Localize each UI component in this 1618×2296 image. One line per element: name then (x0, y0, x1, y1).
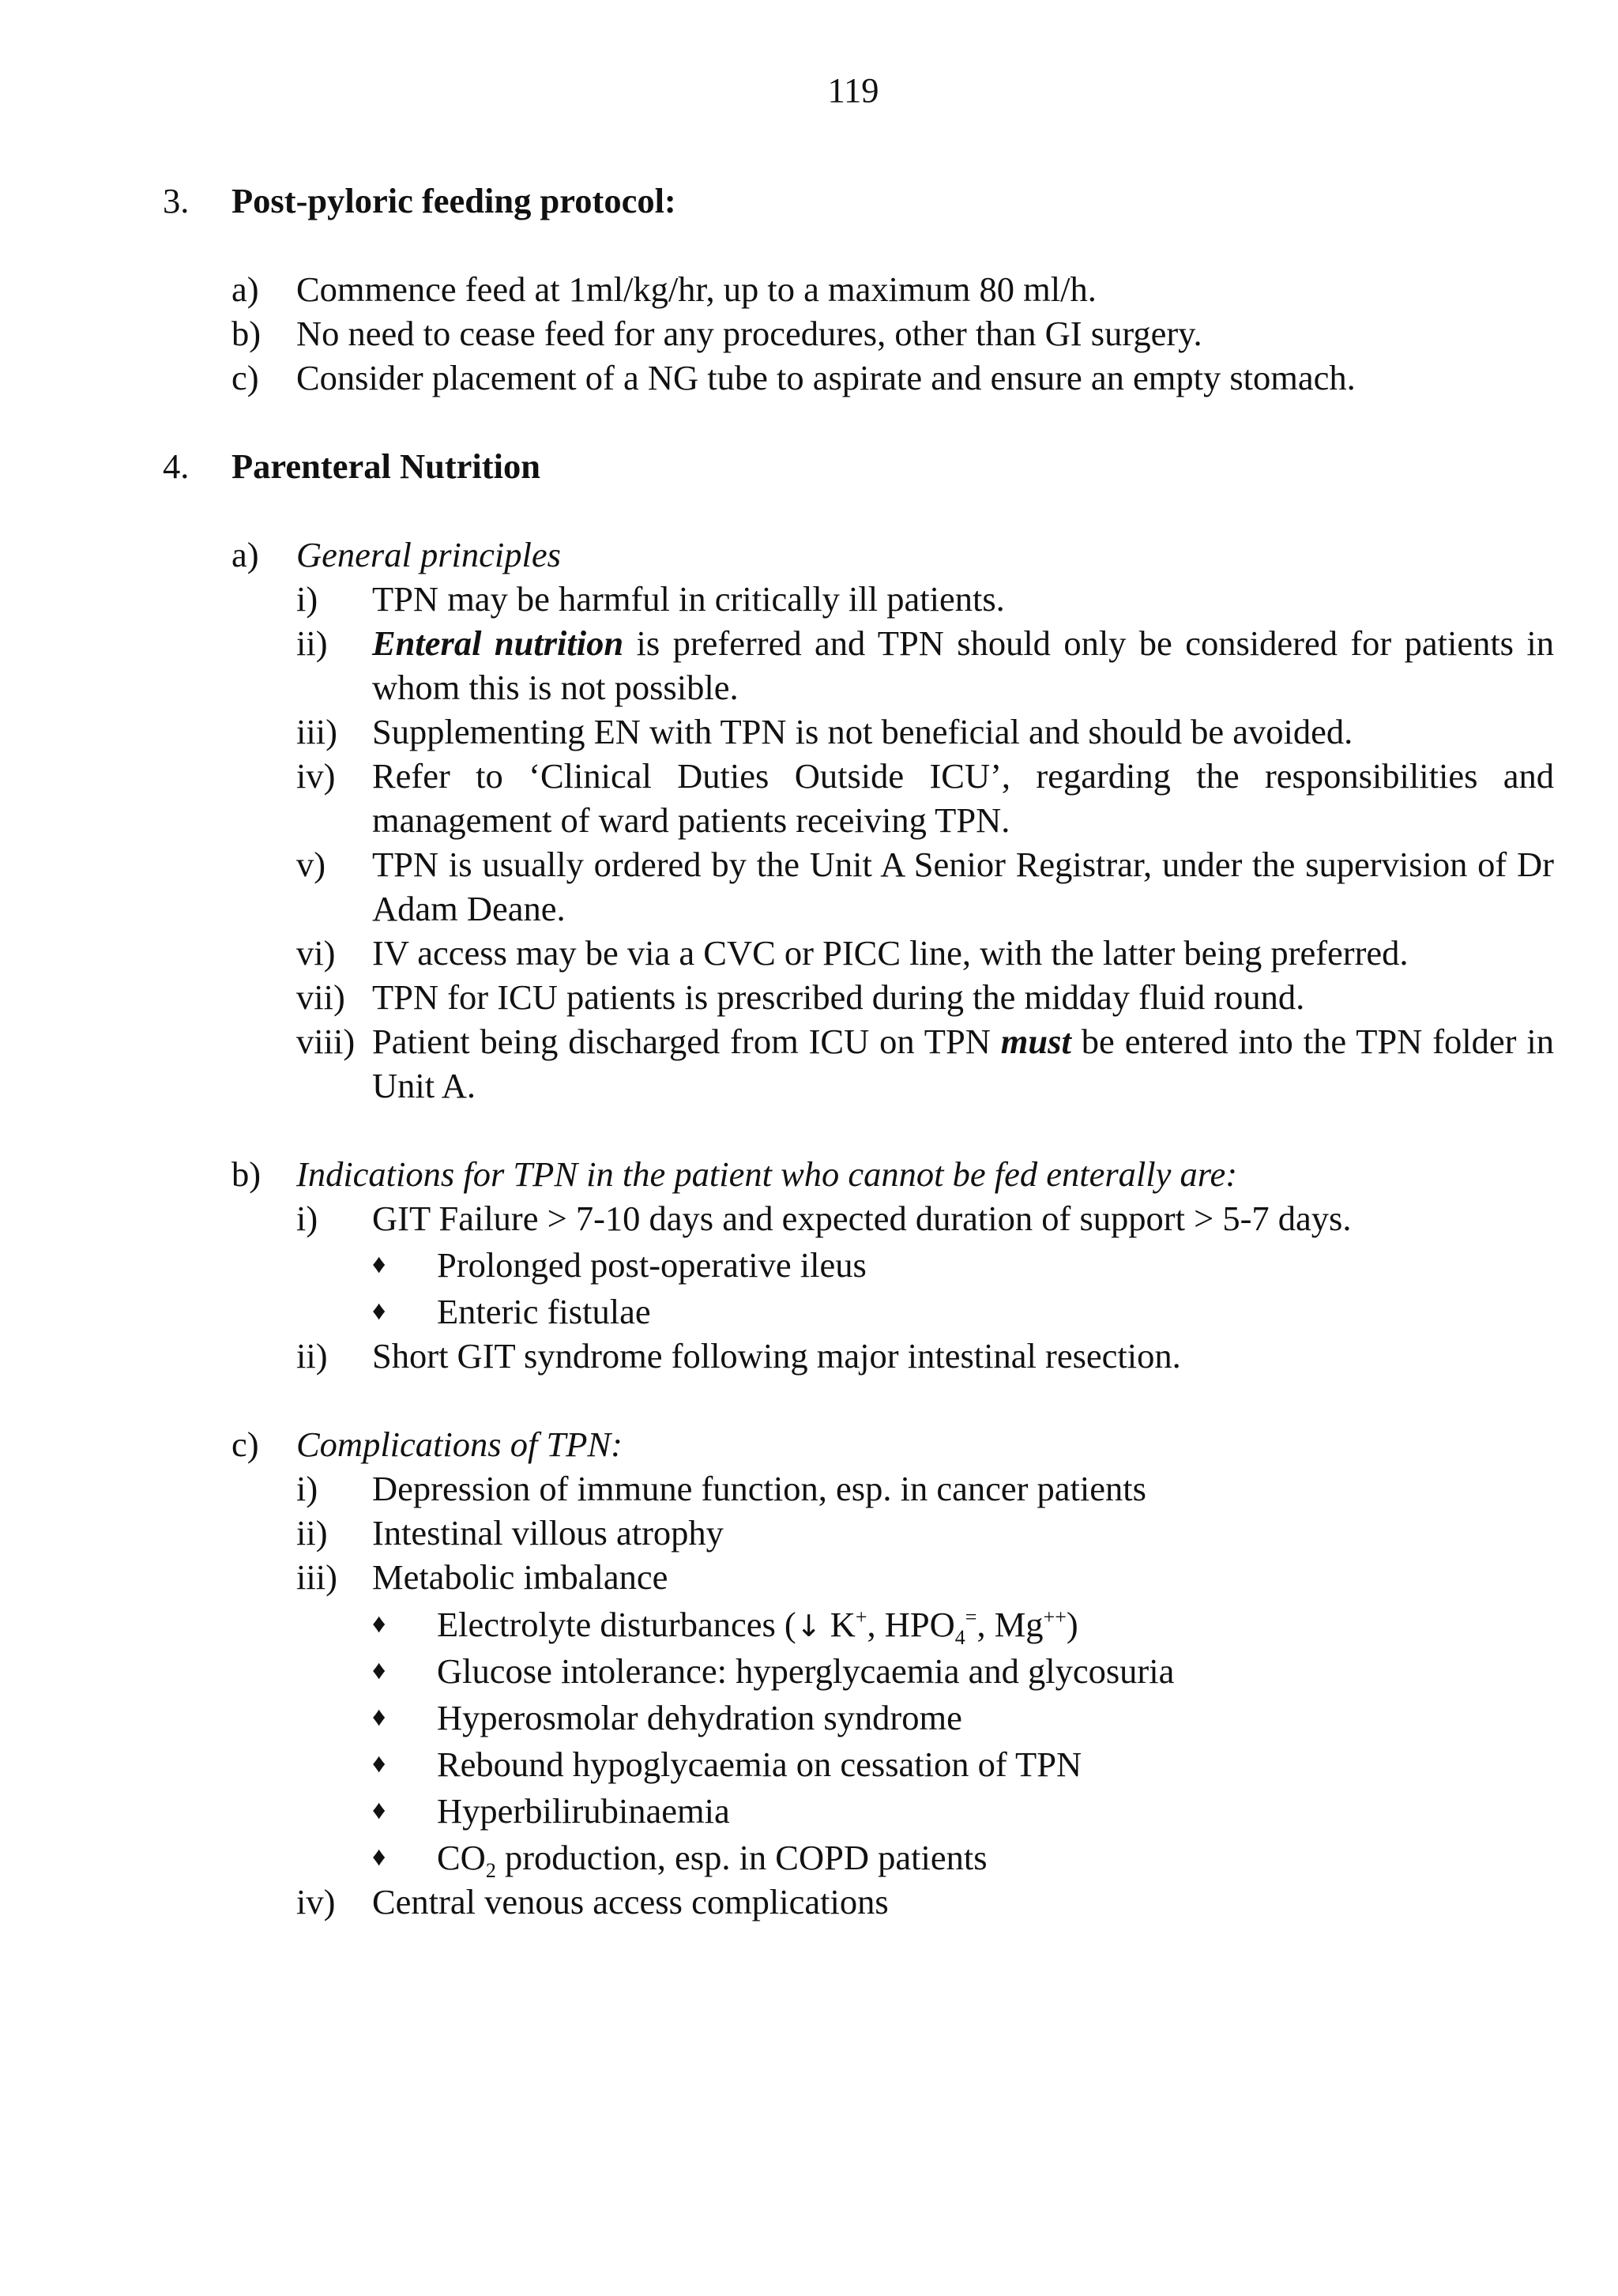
subsection-title: Complications of TPN: (296, 1425, 623, 1464)
item-text: Short GIT syndrome following major intestinal resection. (372, 1336, 1181, 1376)
item-label: ii) (296, 1336, 328, 1376)
item-label: i) (296, 1469, 318, 1508)
bullet-text: Hyperbilirubinaemia (437, 1791, 730, 1831)
item-text: IV access may be via a CVC or PICC line, with the latter being preferred. (372, 933, 1409, 973)
item-label: vii) (296, 977, 345, 1017)
diamond-bullet-icon: ♦ (372, 1703, 386, 1732)
item-label: iii) (296, 712, 337, 751)
bullet-text: Glucose intolerance: hyperglycaemia and glycosuria (437, 1651, 1175, 1691)
emphasis-must: must (1000, 1022, 1071, 1061)
item-text: TPN is usually ordered by the Unit A Senior Registrar, under the supervision of Dr Adam Deane. (372, 845, 1554, 928)
emphasis-enteral-nutrition: Enteral nutrition (372, 623, 624, 663)
item-text: Commence feed at 1ml/kg/hr, up to a maximum 80 ml/h. (296, 269, 1097, 309)
item-text: No need to cease feed for any procedures, other than GI surgery. (296, 314, 1202, 353)
item-text: Depression of immune function, esp. in cancer patients (372, 1469, 1146, 1508)
subsection-label: c) (231, 1425, 259, 1464)
section-3-title: Post-pyloric feeding protocol: (231, 181, 676, 220)
item-text: Enteral nutrition is preferred and TPN should only be considered for patients in whom this is not possible. (372, 623, 1554, 707)
diamond-bullet-icon: ♦ (372, 1609, 386, 1639)
item-text: Patient being discharged from ICU on TPN must be entered into the TPN folder in Unit A. (372, 1022, 1554, 1105)
item-label: a) (231, 269, 259, 309)
down-arrow-icon: ↓ (796, 1609, 822, 1643)
item-text: GIT Failure > 7-10 days and expected duration of support > 5-7 days. (372, 1199, 1352, 1238)
diamond-bullet-icon: ♦ (372, 1656, 386, 1685)
subsection-title: General principles (296, 535, 561, 574)
diamond-bullet-icon: ♦ (372, 1297, 386, 1326)
bullet-text: $CO_2$ production, esp. in COPD patients (437, 1838, 988, 1882)
diamond-bullet-icon: ♦ (372, 1250, 386, 1279)
item-label: ii) (296, 1513, 328, 1553)
bullet-text: Enteric fistulae (437, 1292, 651, 1331)
bullet-text: Electrolyte disturbances (↓ K+, $HPO_4^=$, Mg++) (437, 1605, 1078, 1649)
subsection-label: b) (231, 1154, 262, 1194)
section-4-title: Parenteral Nutrition (231, 446, 540, 486)
item-label: v) (296, 845, 326, 884)
item-label: iii) (296, 1557, 337, 1597)
item-label: iv) (296, 1882, 336, 1921)
item-label: b) (231, 314, 262, 353)
bullet-text: Rebound hypoglycaemia on cessation of TPN (437, 1745, 1082, 1784)
item-text: Central venous access complications (372, 1882, 889, 1921)
section-3-number: 3. (163, 181, 190, 220)
diamond-bullet-icon: ♦ (372, 1842, 386, 1872)
subsection-title: Indications for TPN in the patient who cannot be fed enterally are: (296, 1154, 1238, 1194)
bullet-text: Prolonged post-operative ileus (437, 1245, 867, 1285)
item-text: Intestinal villous atrophy (372, 1513, 724, 1553)
item-label: viii) (296, 1022, 356, 1061)
item-text: Consider placement of a NG tube to aspirate and ensure an empty stomach. (296, 358, 1356, 397)
item-label: c) (231, 358, 259, 397)
page-number: 119 (827, 70, 879, 110)
item-text: Refer to ‘Clinical Duties Outside ICU’, regarding the responsibilities and management of ward patients receiving TPN. (372, 756, 1554, 840)
item-label: i) (296, 579, 318, 619)
item-text: Supplementing EN with TPN is not beneficial and should be avoided. (372, 712, 1353, 751)
section-4-number: 4. (163, 446, 190, 486)
diamond-bullet-icon: ♦ (372, 1796, 386, 1825)
item-text: Metabolic imbalance (372, 1557, 668, 1597)
item-text: TPN for ICU patients is prescribed during the midday fluid round. (372, 977, 1305, 1017)
item-text: TPN may be harmful in critically ill patients. (372, 579, 1005, 619)
diamond-bullet-icon: ♦ (372, 1749, 386, 1778)
bullet-text: Hyperosmolar dehydration syndrome (437, 1698, 962, 1737)
subsection-label: a) (231, 535, 259, 574)
item-label: ii) (296, 623, 328, 663)
item-label: i) (296, 1199, 318, 1238)
item-label: vi) (296, 933, 336, 973)
item-label: iv) (296, 756, 336, 796)
